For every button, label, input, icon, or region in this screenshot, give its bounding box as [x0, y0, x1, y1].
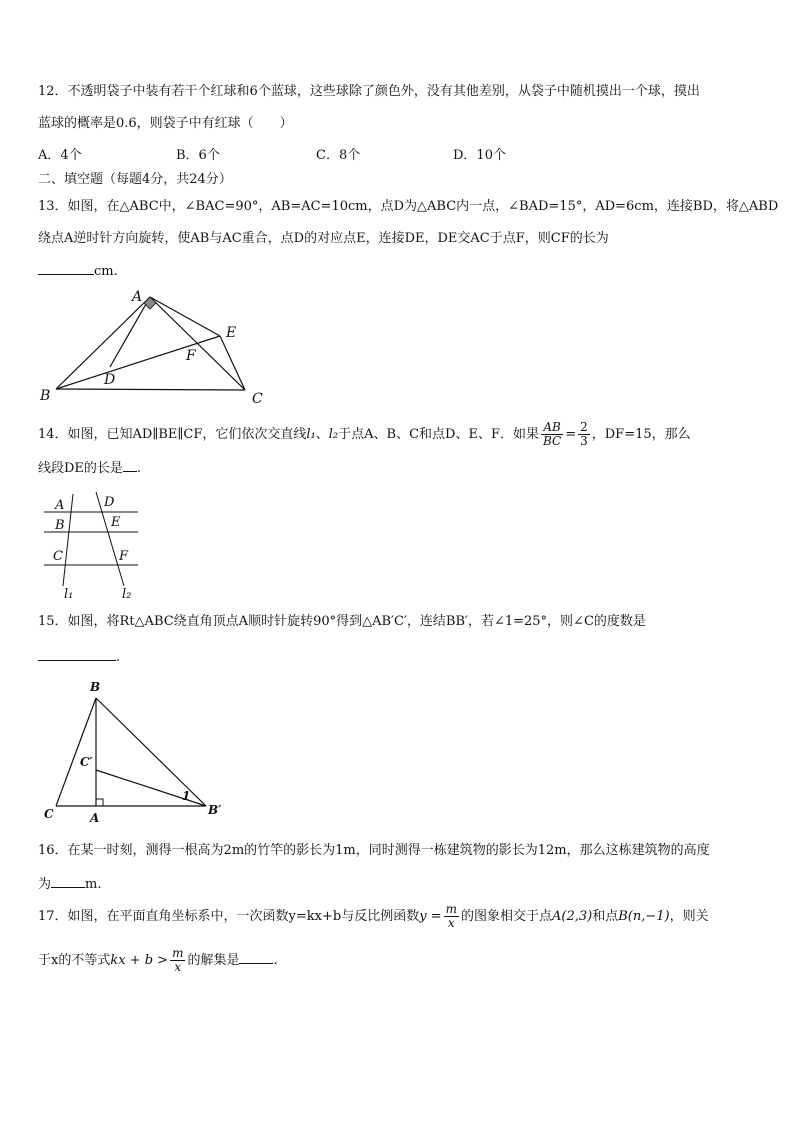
q14-sep: 、 — [315, 427, 329, 442]
frac-denominator: x — [447, 916, 455, 930]
label-e: E — [111, 515, 121, 530]
line-l1 — [63, 494, 73, 586]
label-l2: l₂ — [122, 587, 132, 602]
segment-ab — [56, 297, 150, 389]
answer-blank — [51, 875, 85, 888]
label-c: C — [252, 391, 263, 407]
frac-numerator: AB — [543, 420, 561, 434]
q14-l2: l₂ — [328, 427, 339, 442]
frac-denominator: BC — [542, 434, 562, 448]
q12-line1: 12．不透明袋子中装有若干个红球和6个蓝球，这些球除了颜色外，没有其他差别，从袋子中随机摸出一个球，摸出 — [38, 84, 700, 99]
q14-ratio-fraction — [541, 421, 563, 448]
q17-text-b: 的图象相交于点 — [460, 909, 552, 924]
answer-blank — [239, 951, 273, 964]
right-angle-mark — [96, 799, 103, 806]
q17-inequality-left: kx + b > — [110, 953, 169, 968]
label-a: A — [55, 498, 65, 513]
answer-blank — [123, 459, 137, 472]
q13-line3 — [38, 262, 756, 280]
label-c: C — [53, 549, 63, 564]
label-l1: l₁ — [64, 587, 74, 602]
q17-point-a: A(2,3) — [551, 909, 593, 924]
q17-point-b: B(n,−1) — [618, 909, 670, 924]
q14-text-a: 14．如图，已知AD∥BE∥CF，它们依次交直线 — [38, 427, 307, 442]
q14-l1: l₁ — [306, 427, 316, 442]
q17-y-equals: y = — [419, 909, 442, 924]
q12-option-a: A．4个 — [38, 148, 82, 163]
q13-figure — [34, 286, 274, 408]
frac-numerator: m — [445, 902, 457, 916]
q14-line1 — [38, 421, 756, 448]
q15-line2 — [38, 648, 756, 666]
q17-text-a: 17．如图，在平面直角坐标系中，一次函数y=kx+b与反比例函数 — [38, 909, 420, 924]
label-d: D — [104, 372, 116, 388]
frac-denominator: x — [174, 960, 182, 974]
q17-and: 和点 — [592, 909, 619, 924]
q17-text-c: ，则关 — [669, 909, 709, 924]
q12-option-b: B．6个 — [176, 148, 220, 163]
label-f: F — [186, 348, 196, 364]
section-title: 二、填空题（每题4分，共24分） — [38, 172, 232, 187]
q17-line2 — [38, 947, 756, 974]
q17-period: . — [273, 953, 278, 968]
label-e: E — [226, 325, 237, 341]
q15-figure — [40, 676, 240, 824]
q12-option-d: D．10个 — [453, 148, 506, 163]
q14-equals: = — [565, 427, 577, 442]
segment-ad — [110, 297, 150, 367]
label-d: D — [104, 495, 115, 510]
segment-bc — [56, 698, 96, 806]
label-a: A — [90, 811, 100, 824]
label-b: B — [40, 388, 51, 404]
frac-numerator: m — [172, 946, 184, 960]
label-f: F — [119, 549, 129, 564]
q17-text-d: 于x的不等式 — [38, 953, 111, 968]
q16-prefix: 为 — [38, 877, 52, 892]
q12-option-c: C．8个 — [316, 148, 361, 163]
q13-unit: cm. — [94, 264, 118, 279]
label-c-prime: C′ — [80, 755, 93, 769]
segment-ec — [220, 336, 245, 390]
q15-period: . — [116, 650, 121, 665]
q14-period: . — [136, 461, 142, 476]
answer-blank — [38, 648, 116, 661]
segment-ae — [150, 297, 220, 336]
label-b: B — [90, 680, 101, 694]
q15-line1: 15．如图，将Rt△ABC绕直角顶点A顺时针旋转90°得到△AB′C′，连结BB′，若∠1=25°，则∠C的度数是 — [38, 614, 646, 629]
label-a: A — [132, 289, 143, 305]
segment-bc — [56, 389, 245, 390]
q13-line2: 绕点A逆时针方向旋转，使AB与AC重合，点D的对应点E，连接DE，DE交AC于点F，则CF的长为 — [38, 231, 609, 246]
label-c: C — [44, 807, 54, 821]
q17-text-e: 的解集是 — [187, 953, 240, 968]
q14-value-fraction — [578, 421, 590, 448]
q16-unit: m. — [85, 877, 102, 892]
answer-blank — [38, 262, 94, 275]
q14-text-b: 于点A、B、C和点D、E、F．如果 — [338, 427, 539, 442]
q16-line2 — [38, 875, 756, 893]
q17-m-over-x — [444, 903, 459, 930]
q17-inequality-fraction — [170, 947, 185, 974]
q12-line2: 蓝球的概率是0.6，则袋子中有红球（ ） — [38, 116, 293, 131]
frac-denominator: 3 — [580, 434, 588, 448]
q14-text-c: ，DF=15，那么 — [591, 427, 691, 442]
q14-figure — [38, 488, 148, 604]
q17-line1 — [38, 903, 756, 930]
q16-line1: 16．在某一时刻，测得一根高为2m的竹竿的影长为1m，同时测得一栋建筑物的影长为12m，那么这栋建筑物的高度 — [38, 843, 710, 858]
q14-line2-text: 线段DE的长是 — [38, 461, 123, 476]
label-b-prime: B′ — [208, 803, 222, 817]
q14-line2 — [38, 459, 756, 477]
frac-numerator: 2 — [580, 420, 588, 434]
q13-line1: 13．如图，在△ABC中，∠BAC=90°，AB=AC=10cm，点D为△ABC内一点，∠BAD=15°，AD=6cm，连接BD，将△ABD — [38, 199, 779, 214]
label-b: B — [55, 518, 65, 533]
label-angle-1: 1 — [182, 789, 191, 803]
